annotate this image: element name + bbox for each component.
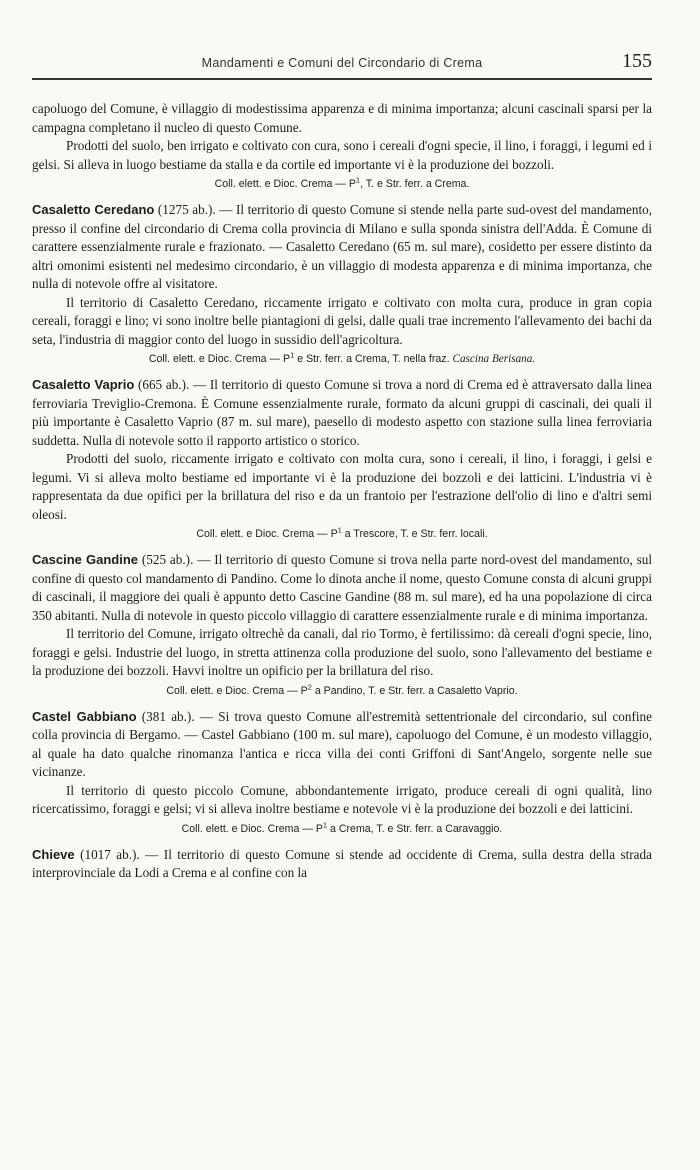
body-text — [32, 100, 652, 883]
paragraph: Prodotti del suolo, ben irrigato e coltivato con cura, sono i cereali d'ogni specie, il lino, i foraggi, i legumi ed i gelsi. Si alleva in luogo bestiame da stalla e da cortile ed importante vi è la produzione dei bozzoli. — [32, 138, 652, 172]
header-rule — [32, 78, 652, 80]
page-number: 155 — [622, 50, 652, 72]
commune-entry: Casaletto Vaprio (665 ab.). — Il territorio di questo Comune si trova a nord di Crema ed è attraversato dalla linea ferroviaria Treviglio-Cremona. È Comune essenzialmente rurale, formato da alcuni gruppi di cascinali, dei quali il più importante è Casaletto Vaprio (87 m. sul mare), paesello di modesto aspetto con stazione sulla linea ferroviaria suddetta. Nulla di notevole sotto il rapporto artistico o storico. — [32, 377, 652, 448]
commune-name: Chieve — [32, 846, 75, 862]
commune-note: Coll. elett. e Dioc. Crema — $P^1$, T. e Str. ferr. a Crema. — [214, 175, 470, 190]
running-title: Mandamenti e Comuni del Circondario di Crema — [201, 56, 483, 70]
commune-entry: Cascine Gandine (525 ab.). — Il territorio di questo Comune si trova nella parte nord-ovest del mandamento, sul confine di questo col mandamento di Pandino. Come lo dinota anche il nome, questo Comune consta di alcuni gruppi di cascinali, il maggiore dei quali è appunto detto Cascine Gandine (88 m. sul mare), ed ha una popolazione di circa 350 abitanti. Nulla di notevole in questo piccolo villaggio di carattere essenzialmente rurale e di minima importanza. — [32, 552, 652, 623]
commune-entry: Chieve (1017 ab.). — Il territorio di questo Comune si stende ad occidente di Crema, sulla destra della strada interprovinciale da Lodi a Crema e al confine con la — [32, 846, 652, 880]
page-header — [32, 40, 652, 70]
commune-note: Coll. elett. e Dioc. Crema — $P^1$ a Trescore, T. e Str. ferr. locali. — [196, 525, 488, 540]
commune-name: Casaletto Vaprio — [32, 377, 135, 392]
commune-name: Castel Gabbiano — [32, 708, 137, 724]
commune-name: Casaletto Ceredano — [32, 202, 155, 217]
paragraph: Il territorio del Comune, irrigato oltrechè da canali, dal rio Tormo, è fertilissimo: dà cereali d'ogni specie, lino, foraggi e gelsi. Industrie del luogo, in stretta attinenza colla produzione del suolo, sono l'allevamento del bestiame e la produzione dei bozzoli. Havvi inoltre un opificio per la brillatura del riso. — [32, 626, 652, 678]
commune-note: Coll. elett. e Dioc. Crema — $P^1$ a Crema, T. e Str. ferr. a Caravaggio. — [181, 819, 503, 835]
commune-name: Cascine Gandine — [32, 552, 139, 567]
commune-entry: Casaletto Ceredano (1275 ab.). — Il territorio di questo Comune si stende nella parte sud-ovest del mandamento, presso il confine del circondario di Crema colla provincia di Milano e sulla sponda sinistra dell'Adda. È Comune di carattere essenzialmente rurale e frazionato. — Casaletto Ceredano (65 m. sul mare), cosidetto per essere distinto da altri omonimi esistenti nel medesimo circondario, è un villaggio di modesta apparenza e di minima importanza, che nulla di notevole offre al visitatore. — [32, 202, 652, 291]
paragraph: Il territorio di questo piccolo Comune, abbondantemente irrigato, produce cereali di ogni qualità, lino ricercatissimo, foraggi e gelsi; vi si alleva inoltre bestiame e notevole vi è la produzione dei bozzoli e dei latticini. — [32, 782, 652, 816]
commune-note: Coll. elett. e Dioc. Crema — $P^2$ a Pandino, T. e Str. ferr. a Casaletto Vaprio. — [166, 681, 518, 697]
commune-note: Coll. elett. e Dioc. Crema — $P^1$ e Str. ferr. a Crema, T. nella fraz. Cascina Berisana. — [148, 350, 536, 365]
paragraph: capoluogo del Comune, è villaggio di modestissima apparenza e di minima importanza; alcuni cascinali sparsi per la campagna completano il nucleo di questo Comune. — [32, 101, 652, 135]
paragraph: Il territorio di Casaletto Ceredano, riccamente irrigato e coltivato con molta cura, produce in gran copia cereali, foraggi e lino; vi sono inoltre belle piantagioni di gelsi, dalle quali trae incremento l'allevamento dei bachi da seta, l'industria di maggior conto del luogo in sussidio dell'agricoltura. — [32, 294, 652, 347]
commune-entry: Castel Gabbiano (381 ab.). — Si trova questo Comune all'estremità settentrionale del circondario, sul confine colla provincia di Bergamo. — Castel Gabbiano (100 m. sul mare), capoluogo del Comune, è un modesto villaggio, al quale ha dato qualche rinomanza l'antica e ricca villa dei conti Griffoni di Sant'Angelo, sorgente nelle sue vicinanze. — [32, 708, 652, 779]
paragraph: Prodotti del suolo, riccamente irrigato e coltivato con molta cura, sono i cereali, il lino, i foraggi, i gelsi e legumi. Vi si alleva molto bestiame ed importante vi è la produzione dei bozzoli e dei latticini. L'industria vi è rappresentata da due opifici per la brillatura del riso e da un frantoio per l'estrazione dell'olio di lino e d'altri semi oleosi. — [32, 451, 652, 522]
